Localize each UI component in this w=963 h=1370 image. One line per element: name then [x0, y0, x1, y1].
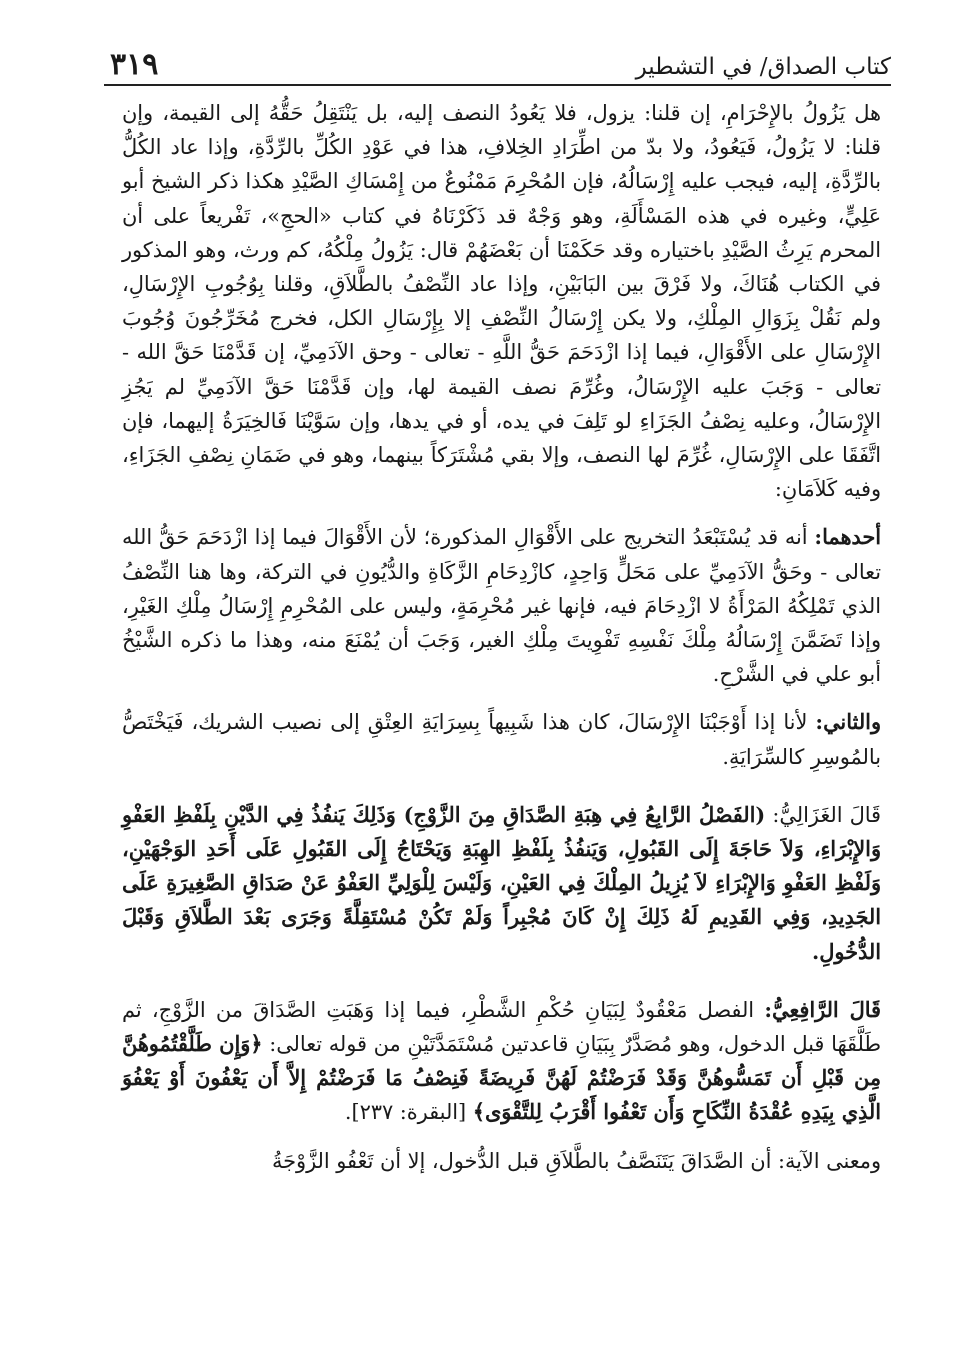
paragraph-3-lead: والثاني: — [815, 709, 881, 735]
paragraph-4-lead: قَالَ الغَزَالِيُّ: — [772, 802, 882, 827]
page-header — [110, 40, 891, 84]
paragraph-4 — [122, 798, 881, 969]
page-number: ٣١٩ — [110, 47, 159, 82]
paragraph-5 — [122, 993, 881, 1130]
paragraph-3 — [122, 705, 881, 773]
paragraph-5-text: الفصل مَعْقُودٌ لِبَيَانِ حُكْمِ الشَّطْرِ، فيما إذا وَهَبَتِ الصَّدَاقَ من الزَّوْجِ، ثم طَلَّقَهَا قبل الدخول، وهو مُصَدَّرٌ بِبَيَانِ قاعدتين مُسْتَمَدَّتَيْنِ من قوله تعالى: — [122, 997, 881, 1057]
paragraph-2 — [122, 520, 881, 691]
paragraph-1: هل يَزُولُ بالإِحْرَامِ، إن قلنا: يزول، فلا يَعُودُ النصف إليه، بل يَنْتَقِلُ حَقُّهُ إلى القيمة، وإن قلنا: لا يَزُولُ، فَيَعُودُ، ولا بدّ من اطِّرَادِ الخِلافِ، هذا في عَوْدِ الكُلِّ بالرِّدَّةِ، وإذا عاد الكُلُّ بالرِّدَّةِ، إليه، فيجب عليه إِرْسَالُهُ، فإن المُحْرِمَ مَمْنُوعٌ من إِمْسَاكِ الصَّيْدِ هكذا ذكر الشيخ أبو عَلِيٍّ، وغيره في هذه المَسْأَلَةِ، وهو وَجْهٌ قد ذَكَرْنَاهُ في كتاب «الحجِ»، تَفْريعاً على أن المحرم يَرِثُ الصَّيْدِ باختياره وقد حَكَمْنَا أن بَعْضَهُمْ قال: يَزُولُ مِلْكُهُ، كم ورث، وهو المذكور في الكتاب هُنَاكَ، ولا فَرْقَ بين البَابَيْنِ، وإذا عاد النِّصْفُ بالطَّلاَقِ، وقلنا بِوُجُوبِ الإِرْسَالِ، ولم نَقُلْ بِزَوَالِ المِلْكِ، ولا يكن إِرْسَالُ النِّصْفِ إلا بِإِرْسَالِ الكل، فخرج مُخَرِّجُونَ وُجُوبَ الإِرْسَالِ على الأَقْوَالِ، فيما إذا ازْدَحَمَ حَقُّ اللَّهِ - تعالى - وحق الآدَمِيِّ، إن قَدَّمْنَا حَقَّ الله - تعالى - وَجَبَ عليه الإِرْسَالُ، وغُرِّمَ نصف القيمة لها، وإن قَدَّمْنَا حَقَّ الآدَمِيِّ لم يَجُزِ الإِرْسَالُ، وعليه نِصْفُ الجَزَاءِ لو تَلِفَ في يده، أو في يدها، وإن سَوَّيْنَا فَالخِيَرَةُ إليهما، فإن اتَّفَقَا على الإِرْسَالِ، غُرِّمَ لها النصف، وإلا بقي مُشْتَرَكاً بينهما، وهو في ضَمَانِ نِصْفِ الجَزَاءِ، وفيه كَلاَمَانِ: — [122, 101, 881, 502]
page-body — [122, 96, 881, 1178]
header-rule — [104, 84, 891, 86]
paragraph-2-lead: أحدهما: — [814, 524, 881, 550]
paragraph-4-matn: (الفَصْلُ الرَّابِعُ فِي هِبَةِ الصَّدَاقِ مِنَ الزَّوْجِ) وَذَلِكَ يَنفُذُ فِي الدَّيْنِ بِلَفْظِ العَفْوِ وَالإِبْرَاءِ، وَلاَ حَاجَةَ إِلَى القَبُولِ، وَيَنفُذُ بِلَفْظِ الهِبَةِ وَيَحْتَاجُ إِلَى القَبُولِ عَلَى أَحَدِ الوَجْهَيْنِ، وَلَفْظِ العَفْوِ وَالإِبْرَاءِ لاَ يُزِيلُ المِلْكَ فِي العَيْنِ، وَلَيْسَ لِلْوَلِيِّ العَفْوُ عَنْ صَدَاقِ الصَّغِيرَةِ عَلَى الجَدِيدِ، وَفِي القَدِيمِ لَهُ ذَلِكَ إِنْ كَانَ مُجْبِراً وَلَمْ تَكُنْ مُسْتَقِلَّةً وَجَرَى بَعْدَ الطَّلاَقِ وَقَبْلَ الدُّخُولِ. — [122, 801, 881, 964]
paragraph-6: ومعنى الآية: أن الصَّدَاقَ يَتَنَصَّفُ بالطَّلاَقِ قبل الدُّخول، إلا أن تَعْفُو الزَّوْجَةُ — [272, 1148, 881, 1173]
running-title: كتاب الصداق/ في التشطير — [635, 54, 891, 80]
paragraph-5-lead: قَالَ الرَّافِعِيُّ: — [764, 996, 881, 1022]
verse-citation: [البقرة: ٢٣٧]. — [344, 1100, 467, 1125]
paragraph-2-text: أنه قد يُسْتَبْعَدُ التخريج على الأَقْوَالِ المذكورة؛ لأن الأَقْوَالَ فيما إذا ازْدَحَمَ حَقُّ الله تعالى - وحَقُّ الآدَمِيِّ على مَحَلٍّ وَاحِدٍ، كازْدِحَامِ الزَّكَاةِ والدُّيُونِ في التركة، وها هنا النِّصْفُ الذي تَمْلِكُهُ المَرْأَةُ لا ازْدِحَامَ فيه، فإنها غير مُحْرِمَةٍ، وليس على المُحْرِمِ إِرْسَالُ مِلْكِ الغَيْرِ، وإذا تَضَمَّنَ إِرْسَالُهُ مِلْكَ نَفْسِهِ تَفْوِيتَ مِلْكِ الغير، وَجَبَ أن يُمْنَعَ منه، وهذا ما ذكره الشَّيْخُ أبو علي في الشَّرْحِ. — [122, 525, 881, 687]
quran-verse: ﴿وَإِن طَلَّقْتُمُوهُنَّ مِن قَبْلِ أَن تَمَسُّوهُنَّ وَقَدْ فَرَضْتُمْ لَهُنَّ فَرِيضَةً فَنِصْفُ مَا فَرَضْتُمْ إِلاَّ أَن يَعْفُونَ أَوْ يَعْفُوَ الَّذِي بِيَدِهِ عُقْدَةُ النِّكَاحِ وَأَن تَعْفُوا أَقْرَبُ لِلتَّقْوَى﴾ — [122, 1031, 881, 1125]
paragraph-3-text: لأنا إذا أَوْجَبْنَا الإِرْسَالَ، كان هذا شَبِيهاً بِسِرَايَةِ العِتْقِ إلى نصيب الشريك، فَيَخْتَصُّ بالمُوسِرِ كالسِّرَايَةِ. — [122, 710, 881, 769]
